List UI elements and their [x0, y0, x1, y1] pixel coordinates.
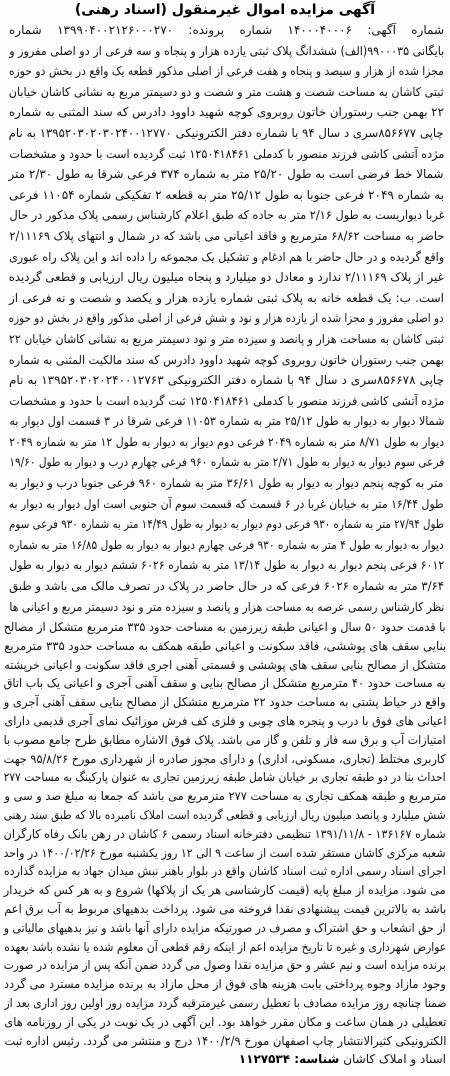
notice-line-text: غربا دیواریست به طول ۲/۱۶ متر به جاده که طبق اعلام کارشناس رسمی پلاک مذکور در حال: [9, 208, 444, 223]
notice-line-text: ۳/۶۴ متر به شماره ۶۰۲۶ فرعی که در حال حاضر در پلاک در تصرف مالک می باشد و طبق: [9, 579, 444, 594]
notice-line: [3, 844, 446, 863]
notice-line-text: شعبه مرکزی کاشان مستقر شده است از ساعت ۹ الی ۱۲ روز یکشنبه مورخ ۱۴۰۰/۰۲/۲۶ در واحد: [4, 845, 446, 860]
notice-line: [8, 597, 444, 618]
notice-id-value: ۱۱۲۷۵۳۴: [238, 1052, 291, 1067]
notice-line-text: با قدمت حدود ۵۰ سال و اعیانی طبقه زیرزمین به مساحت حدود ۳۳۵ مترمربع متشکل از مصالح: [4, 620, 446, 634]
notice-line: [3, 656, 446, 675]
notice-body-upper: [8, 20, 444, 617]
notice-footer-text: [239, 1050, 446, 1069]
notice-line: [3, 919, 446, 938]
notice-line-text: چاپی ۸۵۶۶۷۸سری د سال ۹۴ با شماره دفتر الکترونیکی ۱۳۹۵۲۰۳۰۲۰۲۴۰۰۱۲۷۶۳ به نام: [9, 373, 444, 388]
notice-line: [3, 712, 446, 731]
notice-line: [8, 288, 444, 309]
notice-line-text: متشکل از مصالح بنایی سقف های پوششی و قسمتی آهنی اجری فاقد سکونت و اعیانی خرپشته: [4, 657, 446, 672]
notice-line-text: باشد به بالاترین قیمت پیشنهادی نقدا فروخته می شود. پرداخت بدهیهای مربوط به آب برق اعم: [4, 901, 446, 916]
notice-line: [8, 329, 444, 350]
notice-line-text: امتیازات آب و برق سه فاز و تلفن و گاز می باشد. پلاک فوق الاشاره مطابق طرح جامع مصوب با: [4, 732, 446, 747]
notice-line-text: به شماره ۲۰۴۹ فرعی جنوبا به طول ۲۵/۱۲ متر به قطعه ۲ تفکیکی شماره ۱۱۰۵۴ فرعی: [9, 187, 444, 202]
notice-line-text: مترمربع و طبقه همکف تجاری به مساحت ۲۷۷ مترمربع می باشد که جمعا به مبلغ صد و سی و: [4, 789, 446, 804]
notice-line-text: شماره ۱۳۶۱۶۷ - ۱۳۹۱/۱۱/۸ تنظیمی دفترخانه اسناد رسمی ۶ کاشان در رهن بانک رفاه کارگران: [4, 826, 446, 841]
notice-line: [8, 20, 444, 41]
notice-line: [8, 555, 444, 576]
notice-line: [8, 102, 444, 123]
notice-line: [8, 452, 444, 473]
notice-line: [3, 1013, 446, 1032]
notice-line-text: از حق انشعاب و حق اشتراک و مصرف در صورتیکه مزایده دارای آنها باشد و نیز بدهیهای مالیاتی و: [4, 920, 446, 935]
notice-line: [8, 267, 444, 288]
notice-line: [8, 164, 444, 185]
notice-id-label: شناسه:: [294, 1052, 340, 1067]
notice-line: [8, 82, 444, 103]
notice-line-text: فرعی سوم دیوار به دیوار به طول ۲/۷۱ متر به شماره ۹۶۰ فرعی چهارم درب و دیوار به طول ۱۹/۶۰: [9, 455, 444, 470]
notice-line-text: عوارض شهرداری و غیره تا تاریخ مزایده اعم از اینکه رقم قطعی آن معلوم شده یا نشده باشد بعهده: [4, 939, 446, 954]
notice-line: [8, 308, 444, 329]
notice-id: [239, 1052, 340, 1066]
notice-line: [3, 975, 446, 994]
notice-line: [3, 994, 446, 1013]
notice-line: [3, 956, 446, 975]
notice-line: [8, 535, 444, 556]
notice-line-text: واقع در حیاط پشتی به مساحت حدود ۲۲ مترمربع متشکل از مصالح بنایی سقف آهنی آجری و: [4, 695, 446, 710]
notice-line-text: الکترونیکی کثیرالانتشار چاپ اصفهان مورخ ۱۴۰۰/۲/۹ درج و منتشر می گردد. رئیس اداره ثبت: [4, 1033, 446, 1048]
notice-line-text: طول ۲۷/۹۴ متر به شماره ۹۳۰ فرعی دوم دیوار به دیوار به طول ۱۴/۴۹ متر به شماره ۹۳۰ فرعی سوم: [9, 517, 444, 532]
notice-line-text: است. ب: یک قطعه خانه به پلاک ثبتی شماره یازده هزار و یکصد و شصت و نه فرعی از: [9, 290, 444, 305]
notice-line-text: واقع گردیده و در حال حاضر با هم ادغام و تشکیل یک مجموعه را داده اند و این پلاک راه عبوری: [9, 249, 444, 264]
notice-line: [8, 185, 444, 206]
notice-line-text: حاضر به مساحت ۶۸/۶۲ مترمربع و فاقد اعیانی می باشد که در شمال و انتهای پلاک ۲/۱۱۱۶۹: [9, 228, 444, 243]
notice-line-text: دیوار به دیوار به طول ۴ متر به شماره ۹۳۰ فرعی چهارم دیوار به دیوار به طول ۱۶/۸۵ متر به شماره: [9, 537, 444, 552]
notice-line: [8, 494, 444, 515]
notice-line: [3, 637, 446, 656]
notice-line-text: وجود مازاد وجوه پرداختی بابت هزینه های فوق از محل مازاد به برنده مزایده مسترد می گردد: [4, 977, 446, 992]
notice-line-text: شماره آگهی: ۱۴۰۰۰۴۰۰۰۶ شماره پرونده: ۱۳۹۹۰۴۰۰۲۱۲۶۰۰۰۲۷۰ شماره: [9, 23, 444, 37]
notice-line-text: ثبتی کاشان به مساحت هزار و پانصد و سیزده متر و نود دسیمتر مربع به نشانی کاشان خیابان ۲۲: [9, 331, 444, 346]
notice-line: [8, 411, 444, 432]
notice-line: [8, 350, 444, 371]
notice-line-text: دیوار به طول ۸/۷۱ متر به شماره ۲۰۴۹ فرعی دوم دیوار به دیوار به طول ۱۲ متر به شماره ۲۰۴۹: [9, 434, 444, 449]
notice-line: [8, 247, 444, 268]
notice-line-text: به مساحت حدود ۴۰ مترمربع متشکل از مصالح بنایی و سقف آهنی آجری و اعیانی یک باب اتاق: [4, 676, 446, 691]
notice-line-text: مژده آتشی کاشی فرزند منصور با کدملی ۱۲۵۰۴۱۸۴۶۱ ثبت گردیده است با حدود و مشخصات: [9, 146, 444, 161]
notice-line-text: بنایی سقف های پوششی، فاقد سکونت و اعیانی طبقه همکف به مساحت حدود ۳۳۵ مترمربع: [4, 638, 446, 653]
notice-line-text: مجزا شده از هزار و سیصد و پنجاه و هفت فرعی از اصلی مذکور قطعه یک واقع در بخش دو حوزه: [9, 64, 444, 79]
notice-line-text: تعطیلی در همان ساعت و مکان مقرر خواهد بود. این آگهی در یک نوبت در یکی از روزنامه های: [4, 1014, 446, 1029]
notice-title: آگهی مزایده اموال غیرمنقول (اسناد رهنی): [74, 2, 376, 18]
notice-line-text: می شود. مزایده از مبلغ پایه (قیمت کارشناسی هر یک از پلاکها) شروع و به هر کس که خریدار: [4, 883, 446, 898]
notice-line: [8, 432, 444, 453]
notice-line-text: ۲۲ بهمن جنب رستوران خاتون روبروی کوچه شهید داوود دادرس که سند المثنی به شماره: [9, 105, 444, 120]
notice-line-text: نظر کارشناس رسمی عرصه به مساحت هزار و پانصد و سیزده متر و نود دسیمتر مربع و اعیانی ها: [9, 599, 444, 614]
notice-line-text: طول ۱۶/۴۴ متر به خیابان غربا در ۶ قسمت که قسمت سوم آن جنوبی است اول دیوار به دیوار به: [9, 496, 444, 511]
notice-line: [3, 787, 446, 806]
notice-line: [8, 473, 444, 494]
notice-line: [3, 938, 446, 957]
notice-line: [3, 825, 446, 844]
notice-line: [3, 768, 446, 787]
notice-line: [3, 731, 446, 750]
notice-line: [3, 862, 446, 881]
notice-line-text: شمالا دیوار به دیوار به طول ۲۵/۱۲ متر به شماره ۱۱۰۵۳ فرعی شرقا در ۳ قسمت اول دیوار به: [9, 414, 444, 429]
notice-line-text: برنده مزایده است و نیم عشر و حق مزایده نقدا وصول می گردد ضمن آنکه پس از مزایده در صورت: [4, 958, 446, 973]
notice-line: [3, 674, 446, 693]
notice-line-text: ضمنا چنانچه روز مزایده مصادف با تعطیل رسمی غیرمترقبه گردد مزایده روز اولین روز اداری بعد از: [4, 995, 446, 1010]
notice-line-text: ۶۰۱۲ فرعی پنجم دیوار به دیوار به طول ۱۳/۱۴ متر به شماره ۶۰۲۶ ششم دیوار به دیوار به طول: [9, 558, 444, 573]
notice-line-text: اعیانی های فوق با درب و پنجره های چوبی و فلزی کف فرش موزائیک نمای آجری قدیمی دارای: [4, 713, 446, 728]
notice-line-text: بهمن جنب رستوران خاتون روبروی کوچه شهید داوود دادرس که سند مالکیت المثنی به شماره: [9, 352, 444, 367]
notice-line: [8, 370, 444, 391]
notice-line: [3, 1032, 446, 1051]
notice-line-text: دو اصلی مفروز و مجزا شده از یازده هزار و نود و شش فرعی از اصلی مذکور واقع در بخش دو حوزه: [9, 311, 444, 326]
notice-line: [3, 750, 446, 769]
notice-line: [8, 576, 444, 597]
notice-line: [8, 205, 444, 226]
notice-line-text: احداث بنا در دو طبقه تجاری بر خیابان شامل طبقه زیرزمین تجاری به عنوان پارکینگ به مساحت ۲۷۷: [4, 770, 446, 785]
notice-line-text: اجرای اسناد رسمی اداره ثبت اسناد کاشان واقع در بلوار باهنر نبش میدان جهاد به مزایده گذارده: [4, 864, 446, 879]
notice-line: [8, 123, 444, 144]
notice-line: [8, 514, 444, 535]
notice-line: [8, 144, 444, 165]
notice-footer-line: [3, 1050, 446, 1069]
notice-line: [3, 881, 446, 900]
notice-line-text: کاربری مختلط (تجاری، مسکونی، اداری) و دارای مجوز صادره از شهرداری مورخ ۹۵/۸/۲۶ جهت: [4, 751, 446, 766]
notice-body-lower: [3, 618, 446, 1069]
notice-line-text: بایگانی ۹۹۰۰۰۳۵(الف) ششدانگ پلاک ثبتی یازده هزار و پنجاه و سه فرعی از دو اصلی مفروز و: [9, 43, 444, 58]
notice-line-text: غیر از پلاک ۲/۱۱۱۶۹ ندارد و معادل دو میلیارد و پنجاه میلیون ریال ارزیابی و قطعی گردیده: [9, 270, 444, 285]
notice-line: [3, 806, 446, 825]
notice-line-text: چاپی ۸۵۶۶۷۷سری د سال ۹۴ با شماره دفتر الکترونیکی ۱۳۹۵۲۰۳۰۲۰۳۰۲۴۰۰۱۲۷۷۰ به نام: [9, 125, 444, 140]
notice-line: [8, 226, 444, 247]
notice-line: [8, 41, 444, 62]
notice-line: [8, 391, 444, 412]
notice-line: [8, 61, 444, 82]
notice-line-text: مژده آتشی کاشی فرزند منصور با کدملی ۱۲۵۰۴۱۸۴۶۱ ثبت گردیده است با حدود و مشخصات: [9, 393, 444, 408]
office-name: اسناد و املاک کاشان: [343, 1052, 446, 1067]
notice-line-text: شمالا خط فرضی است به طول ۲۵/۲۰ متر به شماره ۳۷۴ فرعی شرقا به طول ۲/۳۰ متر: [9, 167, 444, 182]
notice-line: [3, 618, 446, 637]
notice-line-text: شش میلیارد و پانصد میلیون ریال ارزیابی و قطعی گردیده است املاک نامبرده بالا که طبق سند رهنی: [4, 807, 446, 822]
notice-line-text: متر به کوچه پنجم دیوار به دیوار به طول ۳۶/۶۱ متر به شماره ۹۶۰ فرعی جنوبا درب و دیوار به: [9, 476, 444, 491]
notice-line-text: ثبتی کاشان به مساحت شصت و هشت متر و شصت و دو دسیمتر مربع به نشانی کاشان خیابان: [9, 84, 444, 99]
notice-line: [3, 900, 446, 919]
notice-line: [3, 693, 446, 712]
